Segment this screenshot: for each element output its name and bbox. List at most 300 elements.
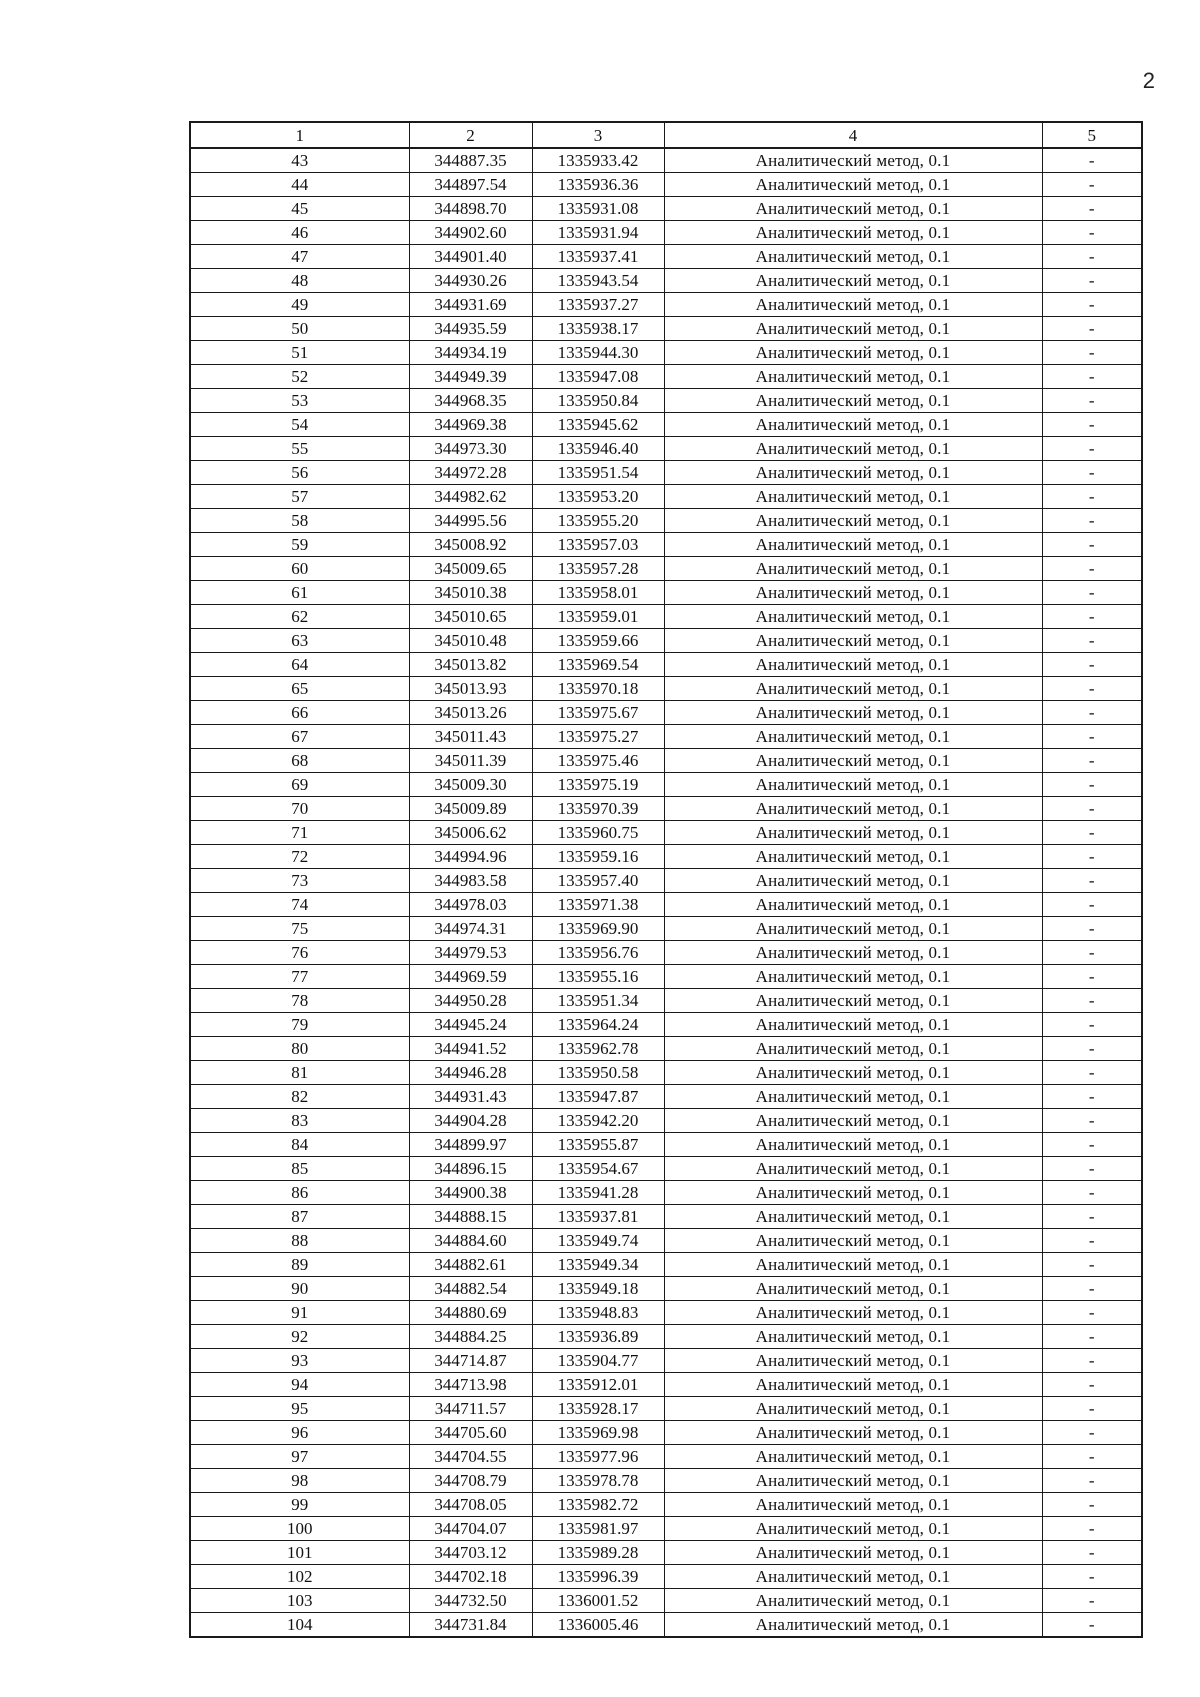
note-cell: - bbox=[1042, 413, 1142, 437]
point-number-cell: 87 bbox=[190, 1205, 409, 1229]
y-coordinate-cell: 1335969.90 bbox=[532, 917, 664, 941]
point-number-cell: 80 bbox=[190, 1037, 409, 1061]
y-coordinate-cell: 1335958.01 bbox=[532, 581, 664, 605]
table-row bbox=[190, 1037, 1142, 1061]
x-coordinate-cell: 345009.30 bbox=[409, 773, 532, 797]
table-row bbox=[190, 1469, 1142, 1493]
x-coordinate-cell: 345013.82 bbox=[409, 653, 532, 677]
y-coordinate-cell: 1335946.40 bbox=[532, 437, 664, 461]
y-coordinate-cell: 1335931.94 bbox=[532, 221, 664, 245]
method-cell: Аналитический метод, 0.1 bbox=[664, 773, 1042, 797]
table-row bbox=[190, 389, 1142, 413]
point-number-cell: 52 bbox=[190, 365, 409, 389]
x-coordinate-cell: 344946.28 bbox=[409, 1061, 532, 1085]
method-cell: Аналитический метод, 0.1 bbox=[664, 437, 1042, 461]
x-coordinate-cell: 344731.84 bbox=[409, 1613, 532, 1638]
note-cell: - bbox=[1042, 965, 1142, 989]
table-row bbox=[190, 293, 1142, 317]
note-cell: - bbox=[1042, 725, 1142, 749]
x-coordinate-cell: 345013.93 bbox=[409, 677, 532, 701]
x-coordinate-cell: 344994.96 bbox=[409, 845, 532, 869]
note-cell: - bbox=[1042, 1565, 1142, 1589]
method-cell: Аналитический метод, 0.1 bbox=[664, 893, 1042, 917]
method-cell: Аналитический метод, 0.1 bbox=[664, 485, 1042, 509]
table-row bbox=[190, 437, 1142, 461]
method-cell: Аналитический метод, 0.1 bbox=[664, 173, 1042, 197]
note-cell: - bbox=[1042, 1397, 1142, 1421]
table-row bbox=[190, 1109, 1142, 1133]
x-coordinate-cell: 344703.12 bbox=[409, 1541, 532, 1565]
x-coordinate-cell: 344708.05 bbox=[409, 1493, 532, 1517]
table-row bbox=[190, 557, 1142, 581]
x-coordinate-cell: 344704.55 bbox=[409, 1445, 532, 1469]
note-cell: - bbox=[1042, 1253, 1142, 1277]
x-coordinate-cell: 344945.24 bbox=[409, 1013, 532, 1037]
note-cell: - bbox=[1042, 1085, 1142, 1109]
method-cell: Аналитический метод, 0.1 bbox=[664, 845, 1042, 869]
table-row bbox=[190, 1493, 1142, 1517]
point-number-cell: 66 bbox=[190, 701, 409, 725]
method-cell: Аналитический метод, 0.1 bbox=[664, 941, 1042, 965]
y-coordinate-cell: 1335955.87 bbox=[532, 1133, 664, 1157]
table-row bbox=[190, 1541, 1142, 1565]
method-cell: Аналитический метод, 0.1 bbox=[664, 749, 1042, 773]
x-coordinate-cell: 344934.19 bbox=[409, 341, 532, 365]
y-coordinate-cell: 1335941.28 bbox=[532, 1181, 664, 1205]
point-number-cell: 100 bbox=[190, 1517, 409, 1541]
y-coordinate-cell: 1335928.17 bbox=[532, 1397, 664, 1421]
method-cell: Аналитический метод, 0.1 bbox=[664, 461, 1042, 485]
table-row bbox=[190, 821, 1142, 845]
point-number-cell: 84 bbox=[190, 1133, 409, 1157]
x-coordinate-cell: 344711.57 bbox=[409, 1397, 532, 1421]
table-row bbox=[190, 941, 1142, 965]
note-cell: - bbox=[1042, 221, 1142, 245]
method-cell: Аналитический метод, 0.1 bbox=[664, 197, 1042, 221]
table-row bbox=[190, 653, 1142, 677]
method-cell: Аналитический метод, 0.1 bbox=[664, 1349, 1042, 1373]
note-cell: - bbox=[1042, 1109, 1142, 1133]
table-row bbox=[190, 413, 1142, 437]
point-number-cell: 63 bbox=[190, 629, 409, 653]
y-coordinate-cell: 1335960.75 bbox=[532, 821, 664, 845]
header-col-3: 3 bbox=[532, 122, 664, 148]
table-row bbox=[190, 965, 1142, 989]
point-number-cell: 77 bbox=[190, 965, 409, 989]
note-cell: - bbox=[1042, 1349, 1142, 1373]
table-row bbox=[190, 677, 1142, 701]
x-coordinate-cell: 344972.28 bbox=[409, 461, 532, 485]
method-cell: Аналитический метод, 0.1 bbox=[664, 317, 1042, 341]
method-cell: Аналитический метод, 0.1 bbox=[664, 1445, 1042, 1469]
table-row bbox=[190, 1445, 1142, 1469]
point-number-cell: 65 bbox=[190, 677, 409, 701]
method-cell: Аналитический метод, 0.1 bbox=[664, 245, 1042, 269]
note-cell: - bbox=[1042, 1133, 1142, 1157]
table-row bbox=[190, 485, 1142, 509]
method-cell: Аналитический метод, 0.1 bbox=[664, 293, 1042, 317]
method-cell: Аналитический метод, 0.1 bbox=[664, 821, 1042, 845]
page-number: 2 bbox=[1142, 68, 1155, 93]
table-row bbox=[190, 1205, 1142, 1229]
table-row bbox=[190, 1589, 1142, 1613]
method-cell: Аналитический метод, 0.1 bbox=[664, 605, 1042, 629]
y-coordinate-cell: 1335982.72 bbox=[532, 1493, 664, 1517]
x-coordinate-cell: 345010.48 bbox=[409, 629, 532, 653]
method-cell: Аналитический метод, 0.1 bbox=[664, 701, 1042, 725]
point-number-cell: 102 bbox=[190, 1565, 409, 1589]
note-cell: - bbox=[1042, 1013, 1142, 1037]
x-coordinate-cell: 344882.61 bbox=[409, 1253, 532, 1277]
method-cell: Аналитический метод, 0.1 bbox=[664, 965, 1042, 989]
table-row bbox=[190, 1013, 1142, 1037]
note-cell: - bbox=[1042, 917, 1142, 941]
method-cell: Аналитический метод, 0.1 bbox=[664, 1373, 1042, 1397]
point-number-cell: 89 bbox=[190, 1253, 409, 1277]
y-coordinate-cell: 1335944.30 bbox=[532, 341, 664, 365]
method-cell: Аналитический метод, 0.1 bbox=[664, 677, 1042, 701]
x-coordinate-cell: 344935.59 bbox=[409, 317, 532, 341]
table-row bbox=[190, 1181, 1142, 1205]
point-number-cell: 48 bbox=[190, 269, 409, 293]
table-row bbox=[190, 725, 1142, 749]
x-coordinate-cell: 344949.39 bbox=[409, 365, 532, 389]
y-coordinate-cell: 1335959.16 bbox=[532, 845, 664, 869]
note-cell: - bbox=[1042, 365, 1142, 389]
note-cell: - bbox=[1042, 1325, 1142, 1349]
note-cell: - bbox=[1042, 653, 1142, 677]
method-cell: Аналитический метод, 0.1 bbox=[664, 1421, 1042, 1445]
y-coordinate-cell: 1335931.08 bbox=[532, 197, 664, 221]
point-number-cell: 67 bbox=[190, 725, 409, 749]
table-row bbox=[190, 317, 1142, 341]
x-coordinate-cell: 344882.54 bbox=[409, 1277, 532, 1301]
x-coordinate-cell: 344901.40 bbox=[409, 245, 532, 269]
table-row bbox=[190, 1397, 1142, 1421]
point-number-cell: 96 bbox=[190, 1421, 409, 1445]
point-number-cell: 69 bbox=[190, 773, 409, 797]
y-coordinate-cell: 1335955.16 bbox=[532, 965, 664, 989]
table-row bbox=[190, 797, 1142, 821]
point-number-cell: 54 bbox=[190, 413, 409, 437]
method-cell: Аналитический метод, 0.1 bbox=[664, 581, 1042, 605]
note-cell: - bbox=[1042, 1445, 1142, 1469]
note-cell: - bbox=[1042, 1205, 1142, 1229]
y-coordinate-cell: 1335936.89 bbox=[532, 1325, 664, 1349]
note-cell: - bbox=[1042, 461, 1142, 485]
point-number-cell: 53 bbox=[190, 389, 409, 413]
x-coordinate-cell: 345011.39 bbox=[409, 749, 532, 773]
table-row bbox=[190, 1325, 1142, 1349]
table-row bbox=[190, 605, 1142, 629]
point-number-cell: 70 bbox=[190, 797, 409, 821]
y-coordinate-cell: 1335943.54 bbox=[532, 269, 664, 293]
point-number-cell: 83 bbox=[190, 1109, 409, 1133]
x-coordinate-cell: 344983.58 bbox=[409, 869, 532, 893]
y-coordinate-cell: 1335981.97 bbox=[532, 1517, 664, 1541]
note-cell: - bbox=[1042, 1181, 1142, 1205]
table-body bbox=[190, 148, 1142, 1637]
note-cell: - bbox=[1042, 821, 1142, 845]
method-cell: Аналитический метод, 0.1 bbox=[664, 1325, 1042, 1349]
note-cell: - bbox=[1042, 1277, 1142, 1301]
y-coordinate-cell: 1335955.20 bbox=[532, 509, 664, 533]
x-coordinate-cell: 344732.50 bbox=[409, 1589, 532, 1613]
note-cell: - bbox=[1042, 173, 1142, 197]
x-coordinate-cell: 344898.70 bbox=[409, 197, 532, 221]
note-cell: - bbox=[1042, 509, 1142, 533]
note-cell: - bbox=[1042, 581, 1142, 605]
header-col-5: 5 bbox=[1042, 122, 1142, 148]
table-row bbox=[190, 629, 1142, 653]
note-cell: - bbox=[1042, 941, 1142, 965]
header-col-1: 1 bbox=[190, 122, 409, 148]
table-header-row bbox=[190, 122, 1142, 148]
y-coordinate-cell: 1335996.39 bbox=[532, 1565, 664, 1589]
table-row bbox=[190, 509, 1142, 533]
y-coordinate-cell: 1335947.08 bbox=[532, 365, 664, 389]
x-coordinate-cell: 344930.26 bbox=[409, 269, 532, 293]
table-row bbox=[190, 173, 1142, 197]
table-row bbox=[190, 581, 1142, 605]
note-cell: - bbox=[1042, 1373, 1142, 1397]
note-cell: - bbox=[1042, 869, 1142, 893]
x-coordinate-cell: 344888.15 bbox=[409, 1205, 532, 1229]
table-row bbox=[190, 1517, 1142, 1541]
y-coordinate-cell: 1335933.42 bbox=[532, 148, 664, 173]
point-number-cell: 76 bbox=[190, 941, 409, 965]
table-row bbox=[190, 461, 1142, 485]
method-cell: Аналитический метод, 0.1 bbox=[664, 148, 1042, 173]
note-cell: - bbox=[1042, 1517, 1142, 1541]
x-coordinate-cell: 344714.87 bbox=[409, 1349, 532, 1373]
point-number-cell: 75 bbox=[190, 917, 409, 941]
table-row bbox=[190, 989, 1142, 1013]
table-row bbox=[190, 1157, 1142, 1181]
y-coordinate-cell: 1335962.78 bbox=[532, 1037, 664, 1061]
point-number-cell: 51 bbox=[190, 341, 409, 365]
method-cell: Аналитический метод, 0.1 bbox=[664, 1469, 1042, 1493]
x-coordinate-cell: 345009.89 bbox=[409, 797, 532, 821]
note-cell: - bbox=[1042, 293, 1142, 317]
method-cell: Аналитический метод, 0.1 bbox=[664, 269, 1042, 293]
point-number-cell: 62 bbox=[190, 605, 409, 629]
note-cell: - bbox=[1042, 557, 1142, 581]
x-coordinate-cell: 344973.30 bbox=[409, 437, 532, 461]
y-coordinate-cell: 1335949.34 bbox=[532, 1253, 664, 1277]
table-row bbox=[190, 1229, 1142, 1253]
method-cell: Аналитический метод, 0.1 bbox=[664, 1133, 1042, 1157]
y-coordinate-cell: 1335975.67 bbox=[532, 701, 664, 725]
table-row bbox=[190, 365, 1142, 389]
point-number-cell: 103 bbox=[190, 1589, 409, 1613]
method-cell: Аналитический метод, 0.1 bbox=[664, 1253, 1042, 1277]
y-coordinate-cell: 1335977.96 bbox=[532, 1445, 664, 1469]
x-coordinate-cell: 345006.62 bbox=[409, 821, 532, 845]
table-row bbox=[190, 701, 1142, 725]
method-cell: Аналитический метод, 0.1 bbox=[664, 1205, 1042, 1229]
method-cell: Аналитический метод, 0.1 bbox=[664, 1493, 1042, 1517]
x-coordinate-cell: 344902.60 bbox=[409, 221, 532, 245]
table-row bbox=[190, 1613, 1142, 1638]
point-number-cell: 92 bbox=[190, 1325, 409, 1349]
x-coordinate-cell: 344941.52 bbox=[409, 1037, 532, 1061]
x-coordinate-cell: 344887.35 bbox=[409, 148, 532, 173]
note-cell: - bbox=[1042, 893, 1142, 917]
x-coordinate-cell: 345011.43 bbox=[409, 725, 532, 749]
y-coordinate-cell: 1335971.38 bbox=[532, 893, 664, 917]
point-number-cell: 99 bbox=[190, 1493, 409, 1517]
y-coordinate-cell: 1335975.46 bbox=[532, 749, 664, 773]
y-coordinate-cell: 1335959.01 bbox=[532, 605, 664, 629]
point-number-cell: 71 bbox=[190, 821, 409, 845]
y-coordinate-cell: 1336001.52 bbox=[532, 1589, 664, 1613]
y-coordinate-cell: 1335989.28 bbox=[532, 1541, 664, 1565]
header-col-2: 2 bbox=[409, 122, 532, 148]
y-coordinate-cell: 1335975.27 bbox=[532, 725, 664, 749]
note-cell: - bbox=[1042, 701, 1142, 725]
x-coordinate-cell: 344995.56 bbox=[409, 509, 532, 533]
note-cell: - bbox=[1042, 845, 1142, 869]
table-row bbox=[190, 148, 1142, 173]
note-cell: - bbox=[1042, 1301, 1142, 1325]
table-row bbox=[190, 269, 1142, 293]
note-cell: - bbox=[1042, 989, 1142, 1013]
point-number-cell: 47 bbox=[190, 245, 409, 269]
point-number-cell: 79 bbox=[190, 1013, 409, 1037]
note-cell: - bbox=[1042, 1421, 1142, 1445]
table-row bbox=[190, 341, 1142, 365]
point-number-cell: 57 bbox=[190, 485, 409, 509]
method-cell: Аналитический метод, 0.1 bbox=[664, 221, 1042, 245]
x-coordinate-cell: 345009.65 bbox=[409, 557, 532, 581]
point-number-cell: 50 bbox=[190, 317, 409, 341]
method-cell: Аналитический метод, 0.1 bbox=[664, 1541, 1042, 1565]
x-coordinate-cell: 344982.62 bbox=[409, 485, 532, 509]
x-coordinate-cell: 344713.98 bbox=[409, 1373, 532, 1397]
point-number-cell: 93 bbox=[190, 1349, 409, 1373]
y-coordinate-cell: 1335904.77 bbox=[532, 1349, 664, 1373]
x-coordinate-cell: 344979.53 bbox=[409, 941, 532, 965]
x-coordinate-cell: 344708.79 bbox=[409, 1469, 532, 1493]
x-coordinate-cell: 344702.18 bbox=[409, 1565, 532, 1589]
note-cell: - bbox=[1042, 1541, 1142, 1565]
point-number-cell: 60 bbox=[190, 557, 409, 581]
x-coordinate-cell: 344884.60 bbox=[409, 1229, 532, 1253]
note-cell: - bbox=[1042, 677, 1142, 701]
x-coordinate-cell: 344899.97 bbox=[409, 1133, 532, 1157]
note-cell: - bbox=[1042, 1037, 1142, 1061]
method-cell: Аналитический метод, 0.1 bbox=[664, 1013, 1042, 1037]
method-cell: Аналитический метод, 0.1 bbox=[664, 1061, 1042, 1085]
point-number-cell: 86 bbox=[190, 1181, 409, 1205]
method-cell: Аналитический метод, 0.1 bbox=[664, 557, 1042, 581]
note-cell: - bbox=[1042, 341, 1142, 365]
table-row bbox=[190, 917, 1142, 941]
note-cell: - bbox=[1042, 389, 1142, 413]
table-row bbox=[190, 1085, 1142, 1109]
y-coordinate-cell: 1335969.98 bbox=[532, 1421, 664, 1445]
note-cell: - bbox=[1042, 629, 1142, 653]
y-coordinate-cell: 1335937.81 bbox=[532, 1205, 664, 1229]
y-coordinate-cell: 1335953.20 bbox=[532, 485, 664, 509]
y-coordinate-cell: 1335937.27 bbox=[532, 293, 664, 317]
y-coordinate-cell: 1335954.67 bbox=[532, 1157, 664, 1181]
method-cell: Аналитический метод, 0.1 bbox=[664, 1589, 1042, 1613]
method-cell: Аналитический метод, 0.1 bbox=[664, 1157, 1042, 1181]
y-coordinate-cell: 1335970.18 bbox=[532, 677, 664, 701]
point-number-cell: 104 bbox=[190, 1613, 409, 1638]
table-row bbox=[190, 1253, 1142, 1277]
method-cell: Аналитический метод, 0.1 bbox=[664, 1613, 1042, 1638]
note-cell: - bbox=[1042, 317, 1142, 341]
y-coordinate-cell: 1335957.28 bbox=[532, 557, 664, 581]
point-number-cell: 82 bbox=[190, 1085, 409, 1109]
x-coordinate-cell: 344969.59 bbox=[409, 965, 532, 989]
note-cell: - bbox=[1042, 1493, 1142, 1517]
table-row bbox=[190, 749, 1142, 773]
y-coordinate-cell: 1335936.36 bbox=[532, 173, 664, 197]
y-coordinate-cell: 1335949.74 bbox=[532, 1229, 664, 1253]
x-coordinate-cell: 345010.65 bbox=[409, 605, 532, 629]
method-cell: Аналитический метод, 0.1 bbox=[664, 1301, 1042, 1325]
point-number-cell: 61 bbox=[190, 581, 409, 605]
x-coordinate-cell: 344705.60 bbox=[409, 1421, 532, 1445]
method-cell: Аналитический метод, 0.1 bbox=[664, 533, 1042, 557]
y-coordinate-cell: 1335942.20 bbox=[532, 1109, 664, 1133]
y-coordinate-cell: 1335950.58 bbox=[532, 1061, 664, 1085]
x-coordinate-cell: 344900.38 bbox=[409, 1181, 532, 1205]
x-coordinate-cell: 344704.07 bbox=[409, 1517, 532, 1541]
note-cell: - bbox=[1042, 1157, 1142, 1181]
x-coordinate-cell: 344950.28 bbox=[409, 989, 532, 1013]
y-coordinate-cell: 1335978.78 bbox=[532, 1469, 664, 1493]
table-row bbox=[190, 221, 1142, 245]
table-row bbox=[190, 1373, 1142, 1397]
method-cell: Аналитический метод, 0.1 bbox=[664, 653, 1042, 677]
table-row bbox=[190, 1133, 1142, 1157]
note-cell: - bbox=[1042, 1229, 1142, 1253]
note-cell: - bbox=[1042, 1613, 1142, 1638]
y-coordinate-cell: 1335957.03 bbox=[532, 533, 664, 557]
method-cell: Аналитический метод, 0.1 bbox=[664, 629, 1042, 653]
x-coordinate-cell: 344896.15 bbox=[409, 1157, 532, 1181]
note-cell: - bbox=[1042, 148, 1142, 173]
x-coordinate-cell: 344897.54 bbox=[409, 173, 532, 197]
x-coordinate-cell: 344904.28 bbox=[409, 1109, 532, 1133]
table-row bbox=[190, 893, 1142, 917]
y-coordinate-cell: 1335970.39 bbox=[532, 797, 664, 821]
point-number-cell: 45 bbox=[190, 197, 409, 221]
method-cell: Аналитический метод, 0.1 bbox=[664, 1229, 1042, 1253]
table-row bbox=[190, 773, 1142, 797]
table-row bbox=[190, 1301, 1142, 1325]
table-row bbox=[190, 869, 1142, 893]
point-number-cell: 85 bbox=[190, 1157, 409, 1181]
note-cell: - bbox=[1042, 197, 1142, 221]
table-row bbox=[190, 1565, 1142, 1589]
method-cell: Аналитический метод, 0.1 bbox=[664, 1397, 1042, 1421]
point-number-cell: 90 bbox=[190, 1277, 409, 1301]
point-number-cell: 44 bbox=[190, 173, 409, 197]
note-cell: - bbox=[1042, 533, 1142, 557]
x-coordinate-cell: 344974.31 bbox=[409, 917, 532, 941]
method-cell: Аналитический метод, 0.1 bbox=[664, 1109, 1042, 1133]
table-row bbox=[190, 245, 1142, 269]
note-cell: - bbox=[1042, 1061, 1142, 1085]
x-coordinate-cell: 345008.92 bbox=[409, 533, 532, 557]
x-coordinate-cell: 344931.69 bbox=[409, 293, 532, 317]
